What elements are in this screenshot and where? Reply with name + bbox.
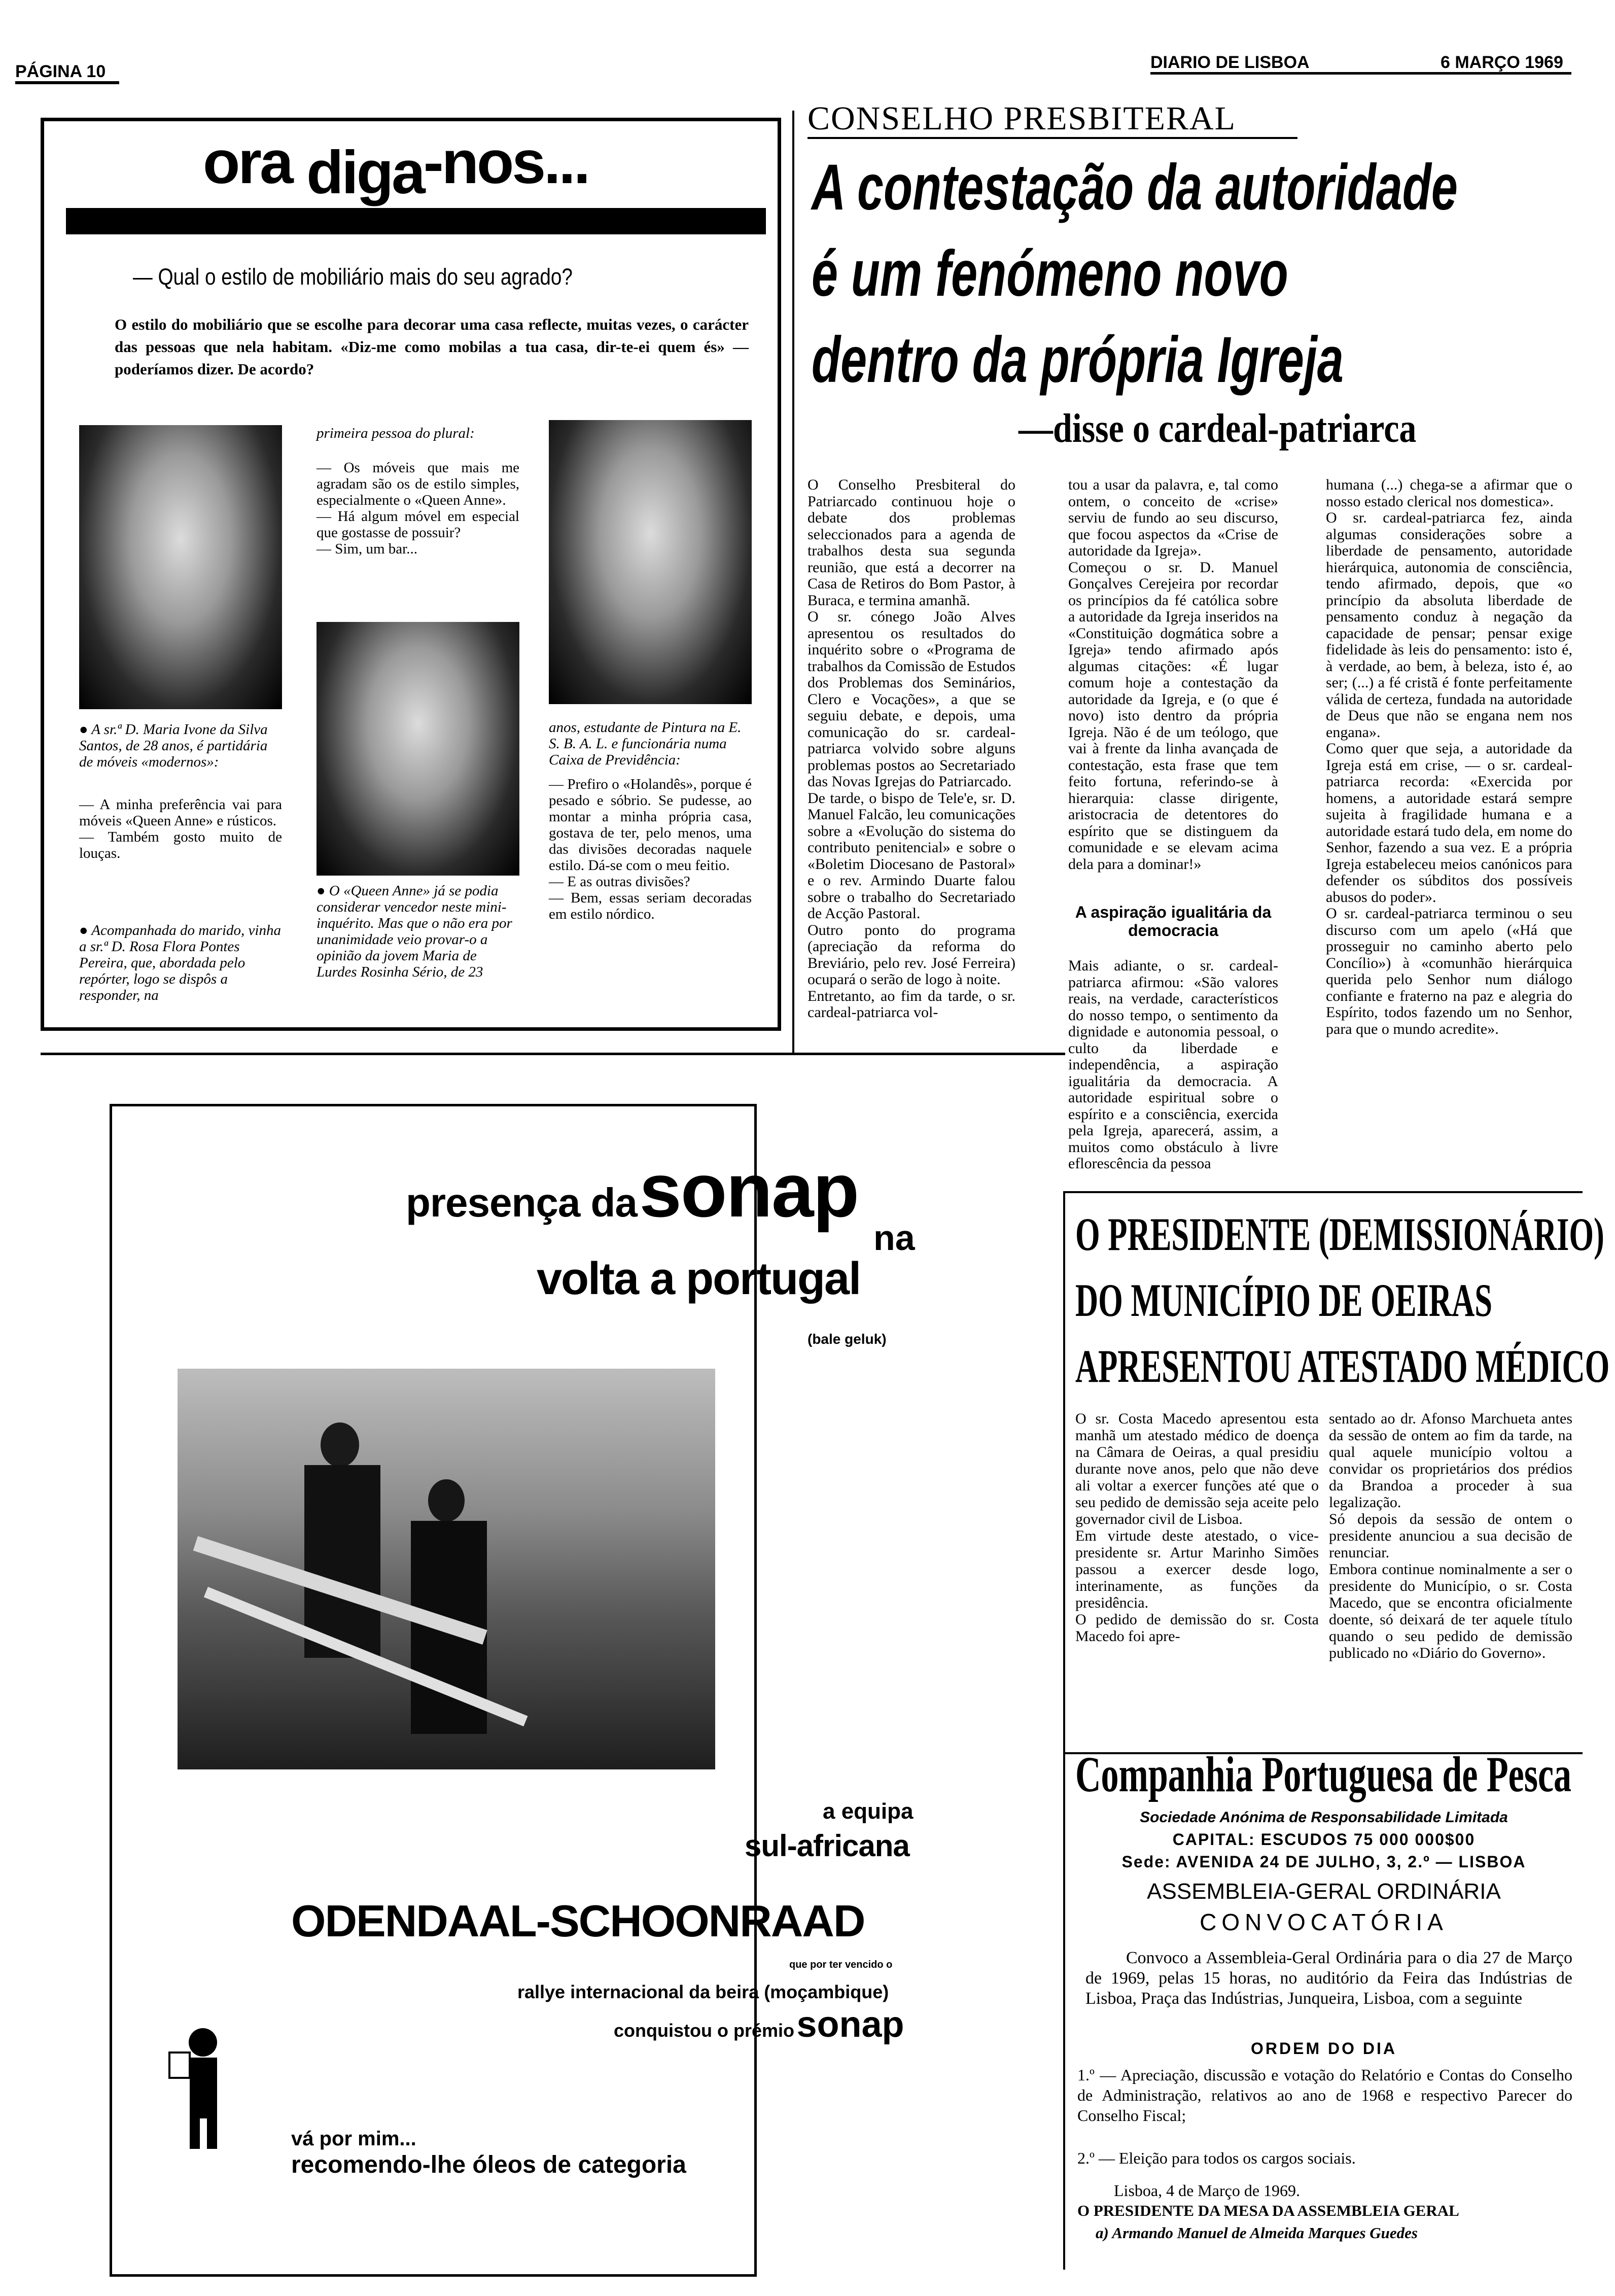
oeiras-headline-2: DO MUNICÍPIO DE OEIRAS — [1075, 1274, 1493, 1326]
sonap-slogan2: recomendo-lhe óleos de categoria — [291, 2151, 686, 2178]
portrait-rosa-flora — [317, 622, 519, 876]
pesca-body: Convoco a Assembleia-Geral Ordinária para o dia 27 de Março de 1969, pelas 15 horas, no auditório da Feira das Indústrias de Lisboa, Praça das Indústrias, Junqueira, Lisboa, com a seguinte — [1085, 1949, 1572, 2008]
sonap-team: ODENDAAL-SCHOONRAAD — [291, 1896, 865, 1946]
mascot-sign — [169, 2053, 190, 2078]
portrait-maria-ivone — [79, 425, 282, 709]
pesca-title: Companhia Portuguesa de Pesca — [1075, 1746, 1572, 1802]
sonap-photo-figures — [178, 1369, 715, 1769]
sonap-slogan1: vá por mim... — [291, 2128, 416, 2150]
interview-col1-text: — A minha preferência vai para móveis «Queen Anne» e rústicos. — Também gosto muito de louças. — [79, 796, 282, 861]
caption-queen-anne: ● O «Queen Anne» já se podia considerar vencedor neste mini-inquérito. Mas que o não era por unanimidade veio provar-o a opinião da jovem Maria de Lurdes Rosinha Sério, de 23 — [317, 883, 512, 980]
interview-col2-intro: primeira pessoa do plural: — [317, 425, 475, 441]
oeiras-headline-1: O PRESIDENTE (DEMISSIONÁRIO) — [1075, 1208, 1604, 1260]
pesca-signature-title: O PRESIDENTE DA MESA DA ASSEMBLEIA GERAL — [1077, 2202, 1459, 2219]
interview-col2-text: — Os móveis que mais me agradam são os de estilo simples, especialmente o «Queen Anne». — Há algum móvel em especial que gostasse de possuir? — Sim, um bar... — [317, 460, 519, 557]
pesca-line5: CONVOCATÓRIA — [1200, 1909, 1448, 1935]
photo-figure-body-1 — [304, 1465, 380, 1658]
caption-maria-lurdes: anos, estudante de Pintura na E. S. B. A. L. e funcionária numa Caixa de Previdência: — [549, 719, 742, 768]
conselho-col2: tou a usar da palavra, e, tal como ontem, o conceito de «crise» serviu de fundo ao seu discurso, que focou aspectos da «Crise de autoridade da Igreja». Começou o sr. D. Manuel Gonçalves Cerejeira por recordar os princípios da fé católica sobre a autoridade da Igreja inseridos na «Constituição dogmática sobre a Igreja» tendo afirmado após algumas citações: «É lugar comum hoje a contestação da autoridade da Igreja, e (o que é novo) isto dentro da própria Igreja. Não é de um teólogo, que vai à frente da linha avançada de contestação, esta frase que tem feito fortuna, referindo-se à hierarquia: classe dirigente, aristocracia de detentores do espírito que se distinguem da comunidade e se elevam acima dela para a dominar!» — [1068, 476, 1278, 873]
pesca-line1: Sociedade Anónima de Responsabilidade Limitada — [1140, 1809, 1508, 1826]
sonap-won: conquistou o prémio — [614, 2020, 794, 2041]
logo-diga: diga — [306, 138, 424, 206]
pesca-line2: CAPITAL: ESCUDOS 75 000 000$00 — [1172, 1830, 1476, 1849]
sonap-rallye: rallye internacional da beira (moçambique) — [517, 1981, 889, 2002]
sonap-mascot-icon — [167, 2022, 228, 2159]
oeiras-col1: O sr. Costa Macedo apresentou esta manhã um atestado médico de doença na Câmara de Oeiras, a qual presidiu durante nove anos, pelo que não deve ali voltar a exercer funções até que o seu pedido de demissão seja aceite pelo governador civil de Lisboa. Em virtude deste atestado, o vice-presidente sr. Artur Marinho Simões passou a exercer desde logo, interinamente, as funções da presidência. O pedido de demissão do sr. Costa Macedo foi apre- — [1075, 1410, 1319, 1645]
sonap-brand-logo: sonap — [639, 1147, 859, 1233]
sonap-na: na — [873, 1218, 915, 1258]
pesca-item2: 2.º — Eleição para todos os cargos sociais. — [1077, 2149, 1356, 2167]
conselho-col2b: Mais adiante, o sr. cardeal-patriarca afirmou: «São valores reais, na verdade, característicos do nosso tempo, o sentimento da dignidade e autonomia pessoal, o culto da liberdade e independência, a aspiração igualitária da democracia. A autoridade espiritual sobre o espírito e a consciência, exercida pela Igreja, aparecerá, assim, a muitos como obstáculo à livre eflorescência da pessoa — [1068, 957, 1278, 1172]
pesca-signature-name: a) Armando Manuel de Almeida Marques Guedes — [1096, 2224, 1418, 2242]
mascot-body — [190, 2058, 217, 2118]
sonap-won-line — [614, 2004, 904, 2045]
conselho-headline-3: dentro da própria Igreja — [812, 324, 1344, 396]
portrait-maria-lurdes — [549, 420, 752, 704]
sonap-volta: volta a portugal — [537, 1254, 861, 1304]
oeiras-col2: sentado ao dr. Afonso Marchueta antes da sessão de ontem ao fim da tarde, na qual aquele município voltou a convidar os proprietários dos prédios da Brandoa a proceder à sua legalização. Só depois da sessão de ontem o presidente anunciou a sua decisão de renunciar. Embora continue nominalmente a ser o presidente do Município, o sr. Costa Macedo, que se encontra oficialmente doente, só deixará de ter aquele título quando o seu pedido de demissão publicado no «Diário do Governo». — [1329, 1410, 1572, 1661]
section-rule-left — [41, 1053, 1065, 1055]
pesca-line4: ASSEMBLEIA-GERAL ORDINÁRIA — [1147, 1879, 1501, 1904]
sonap-note: (bale geluk) — [808, 1331, 887, 1347]
pesca-date: Lisboa, 4 de Março de 1969. — [1114, 2181, 1301, 2200]
conselho-subhead: —disse o cardeal-patriarca — [1019, 406, 1417, 451]
mascot-head — [189, 2028, 217, 2057]
interview-logo — [203, 128, 589, 206]
pesca-line3: Sede: AVENIDA 24 DE JULHO, 3, 2.º — LISBOA — [1121, 1853, 1526, 1871]
caption-maria-ivone: ● A sr.ª D. Maria Ivone da Silva Santos, de 28 anos, é partidária de móveis «modernos»: — [79, 721, 268, 770]
newspaper-name: DIARIO DE LISBOA — [1150, 53, 1310, 72]
mascot-leg-right — [207, 2118, 217, 2149]
issue-date: 6 MARÇO 1969 — [1441, 53, 1563, 72]
oeiras-headline-3: APRESENTOU ATESTADO MÉDICO — [1075, 1340, 1610, 1392]
conselho-kicker: CONSELHO PRESBITERAL — [808, 100, 1236, 137]
header-rule — [1150, 72, 1571, 75]
mascot-legs — [190, 2118, 200, 2149]
interview-intro: O estilo do mobiliário que se escolhe para decorar uma casa reflecte, muitas vezes, o carácter das pessoas que nela habitam. «Diz-me como mobilas a tua casa, dir-te-ei quem és» — poderíamos dizer. De acordo? — [115, 316, 749, 378]
conselho-subtitle: A aspiração igualitária da democracia — [1075, 903, 1272, 940]
column-divider — [792, 111, 794, 1054]
logo-ora: ora — [203, 128, 292, 196]
sonap-equipa2: sul-africana — [745, 1829, 909, 1863]
kicker-underline — [808, 137, 1297, 139]
pesca-left-rule — [1063, 1752, 1065, 2270]
conselho-col1: O Conselho Presbiteral do Patriarcado continuou hoje o debate dos problemas seleccionados para a agenda de trabalhos desta sua segunda reunião, que está a decorrer na Casa de Retiros do Bom Pastor, à Buraca, e termina amanhã. O sr. cónego João Alves apresentou os resultados do inquérito sobre o «Programa de trabalhos da Comissão de Estudos dos Problemas dos Seminários, Clero e Vocações», a que se seguiu debate, e depois, uma comunicação do sr. cardeal-patriarca volvido sobre alguns problemas postos ao Secretariado das Novas Igrejas do Patriarcado. De tarde, o bispo de Tele'e, sr. D. Manuel Falcão, leu comunicações sobre a «Evolução do sistema do contributo penitencial» e sobre o «Boletim Diocesano de Pastoral» e o rev. Armindo Duarte falou sobre o trabalho do Secretariado de Acção Pastoral. Outro ponto do programa (apreciação da reforma do Breviário, pelo rev. José Ferreira) ocupará o serão de logo à noite. Entretanto, ao fim da tarde, o sr. cardeal-patriarca vol- — [808, 476, 1015, 1021]
page-number-underline — [15, 81, 119, 84]
sonap-equipa: a equipa — [823, 1799, 914, 1824]
photo-figure-head-1 — [321, 1422, 359, 1467]
sonap-line1 — [406, 1146, 858, 1234]
oeiras-top-rule — [1063, 1191, 1583, 1193]
page-number: PÁGINA 10 — [15, 62, 106, 81]
photo-figure-head-2 — [428, 1479, 465, 1522]
conselho-headline-1: A contestação da autoridade — [812, 151, 1458, 224]
logo-nos: -nos... — [423, 128, 589, 196]
pesca-ordem: ORDEM DO DIA — [1251, 2039, 1397, 2058]
conselho-headline-2: é um fenómeno novo — [812, 237, 1288, 310]
sonap-small: que por ter vencido o — [789, 1959, 893, 1970]
interview-question: — Qual o estilo de mobiliário mais do seu agrado? — [133, 264, 573, 290]
oeiras-left-rule — [1063, 1191, 1065, 1754]
conselho-col3: humana (...) chega-se a afirmar que o nosso estado clerical nos domestica». O sr. cardeal-patriarca fez, ainda algumas considerações sobre a liberdade de pensamento, autoridade hierárquica, autonomia de consciência, tendo afirmado, depois, que «o princípio da absoluta liberdade de pensamento conduz à negação da capacidade de pensar; pensar exige fidelidade às leis do pensamento: isto é, à verdade, ao bem, à beleza, isto é, ao ser; (...) a fé cristã é fonte perfeitamente válida de certeza, fundada na autoridade de Deus que não se engana nem nos engana». Como quer que seja, a autoridade da Igreja está em crise, — o sr. cardeal-patriarca recorda: «Exercida por homens, a autoridade estará sempre sujeita à fragilidade humana e a autoridade estará tudo dela, em nome do Senhor, fazendo a sua vez. E a própria Igreja estabeleceu meios canónicos para defender os súbditos dos possíveis abusos do poder». O sr. cardeal-patriarca terminou o seu discurso com um apelo («Há que prosseguir no caminho aberto pelo Concílio») à «comunhão hierárquica querida pelo Senhor num diálogo confiante e fraterno na paz e alegria do Espírito, todos fazendo um no Senhor, para que o mundo acredite». — [1326, 476, 1572, 1037]
interview-col3-text: — Prefiro o «Holandês», porque é pesado e sóbrio. Se pudesse, ao montar a minha própria casa, gostava de ter, pelo menos, uma das divisões decoradas naquele estilo. Dá-se com o meu feitio. — E as outras divisões? — Bem, essas seriam decoradas em estilo nórdico. — [549, 776, 752, 922]
logo-bar — [66, 208, 766, 234]
pesca-item1: 1.º — Apreciação, discussão e votação do Relatório e Contas do Conselho de Administração, relativos ao ano de 1968 e respectivo Parecer do Conselho Fiscal; — [1077, 2066, 1572, 2125]
sonap-won-brand: sonap — [796, 2004, 904, 2045]
sonap-presenca: presença da — [406, 1180, 637, 1225]
caption-rosa-flora: ● Acompanhada do marido, vinha a sr.ª D. Rosa Flora Pontes Pereira, que, abordada pelo repórter, logo se dispôs a responder, na — [79, 922, 281, 1003]
